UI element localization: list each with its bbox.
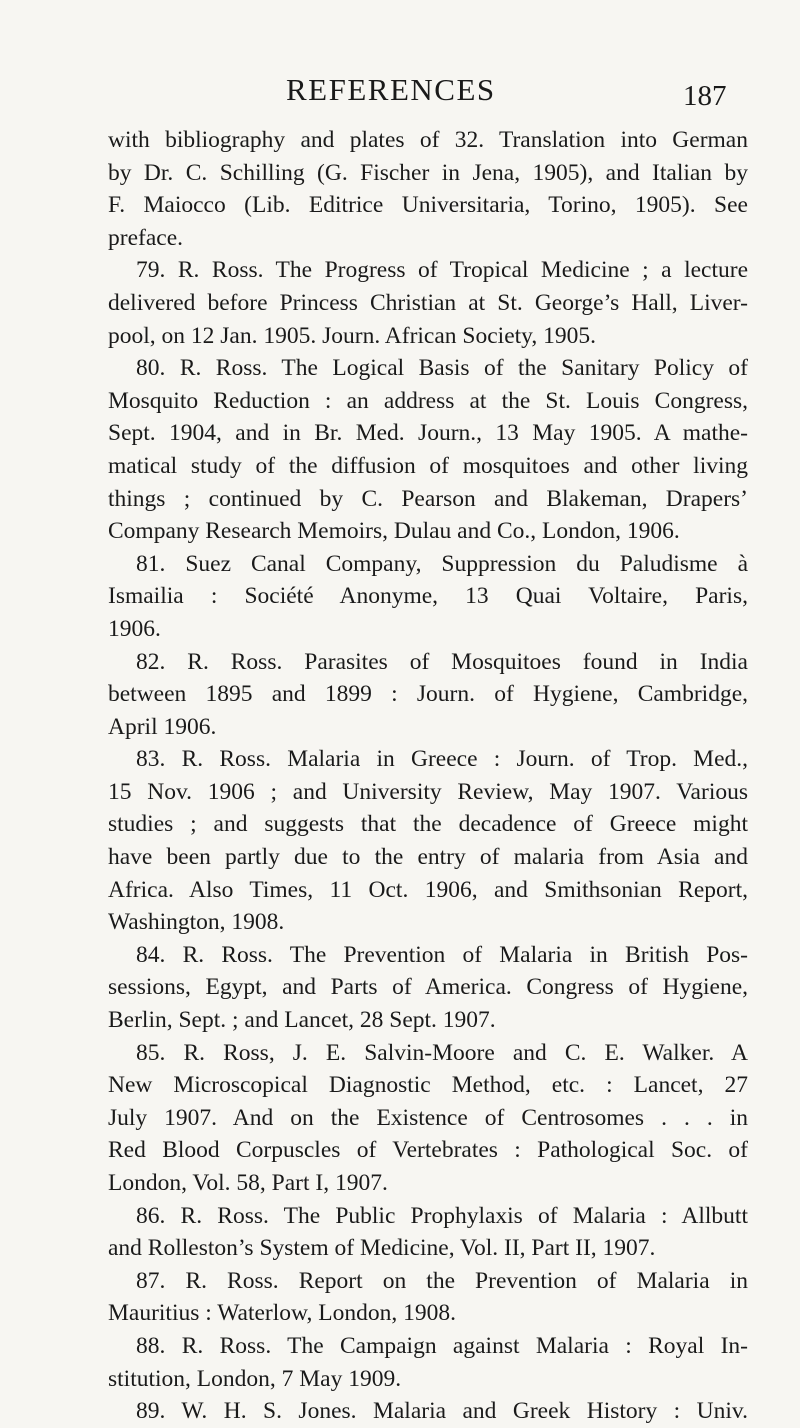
text-line: 86. R. Ross. The Public Prophylaxis of Malaria : Allbutt — [136, 1202, 748, 1229]
text-line: July 1907. And on the Existence of Centrosomes . . . in — [108, 1104, 748, 1131]
text-line: 89. W. H. S. Jones. Malaria and Greek History : Univ. — [136, 1398, 748, 1425]
text-line: 83. R. Ross. Malaria in Greece : Journ. of Trop. Med., — [136, 746, 748, 773]
text-line: sessions, Egypt, and Parts of America. Congress of Hygiene, — [108, 974, 748, 1001]
text-line: Ismailia : Société Anonyme, 13 Quai Voltaire, Paris, — [108, 583, 748, 610]
text-line: and Rolleston’s System of Medicine, Vol. II, Part II, 1907. — [108, 1235, 656, 1262]
text-line: stitution, London, 7 May 1909. — [108, 1365, 402, 1392]
text-line: matical study of the diffusion of mosquitoes and other living — [108, 452, 748, 479]
text-line: Washington, 1908. — [108, 909, 285, 936]
text-line: 15 Nov. 1906 ; and University Review, May 1907. Various — [108, 778, 748, 805]
text-line: with bibliography and plates of 32. Translation into German — [108, 127, 748, 153]
text-line: preface. — [108, 224, 183, 251]
text-line: 84. R. Ross. The Prevention of Malaria in British Pos- — [136, 941, 748, 968]
text-line: 79. R. Ross. The Progress of Tropical Medicine ; a lecture — [136, 257, 748, 284]
references-text — [108, 124, 748, 1428]
page-header — [0, 72, 800, 112]
text-line: 87. R. Ross. Report on the Prevention of Malaria in — [136, 1267, 748, 1294]
text-line: between 1895 and 1899 : Journ. of Hygiene, Cambridge, — [108, 681, 748, 708]
text-line: April 1906. — [108, 713, 217, 740]
text-line: New Microscopical Diagnostic Method, etc. : Lancet, 27 — [108, 1072, 748, 1099]
text-line: 1906. — [108, 615, 161, 642]
text-line: Sept. 1904, and in Br. Med. Journ., 13 May 1905. A mathe- — [108, 420, 748, 447]
text-line: Red Blood Corpuscles of Vertebrates : Pathological Soc. of — [108, 1137, 748, 1164]
text-line: F. Maiocco (Lib. Editrice Universitaria, Torino, 1905). See — [108, 192, 748, 219]
text-line: 88. R. Ross. The Campaign against Malaria : Royal In- — [136, 1332, 748, 1359]
text-line: things ; continued by C. Pearson and Blakeman, Drapers’ — [108, 485, 748, 512]
text-line: Africa. Also Times, 11 Oct. 1906, and Smithsonian Report, — [108, 876, 748, 903]
text-line: 81. Suez Canal Company, Suppression du Paludisme à — [136, 550, 748, 577]
text-line: 85. R. Ross, J. E. Salvin-Moore and C. E. Walker. A — [136, 1039, 748, 1066]
text-line: pool, on 12 Jan. 1905. Journ. African Society, 1905. — [108, 322, 597, 349]
text-line: delivered before Princess Christian at St. George’s Hall, Liver- — [108, 289, 748, 316]
text-line: Mosquito Reduction : an address at the St. Louis Congress, — [108, 387, 748, 414]
text-line: have been partly due to the entry of malaria from Asia and — [108, 844, 748, 871]
text-line: studies ; and suggests that the decadence of Greece might — [108, 811, 748, 838]
text-line: Berlin, Sept. ; and Lancet, 28 Sept. 1907. — [108, 1007, 496, 1034]
text-line: 80. R. Ross. The Logical Basis of the Sanitary Policy of — [136, 355, 748, 382]
page-number: 187 — [683, 80, 727, 112]
text-line: London, Vol. 58, Part I, 1907. — [108, 1170, 388, 1196]
text-line: 82. R. Ross. Parasites of Mosquitoes found in India — [136, 648, 748, 675]
running-head: REFERENCES — [286, 72, 496, 107]
text-line: Mauritius : Waterlow, London, 1908. — [108, 1300, 456, 1327]
text-line: by Dr. C. Schilling (G. Fischer in Jena, 1905), and Italian by — [108, 159, 748, 186]
text-line: Company Research Memoirs, Dulau and Co., London, 1906. — [108, 518, 680, 545]
